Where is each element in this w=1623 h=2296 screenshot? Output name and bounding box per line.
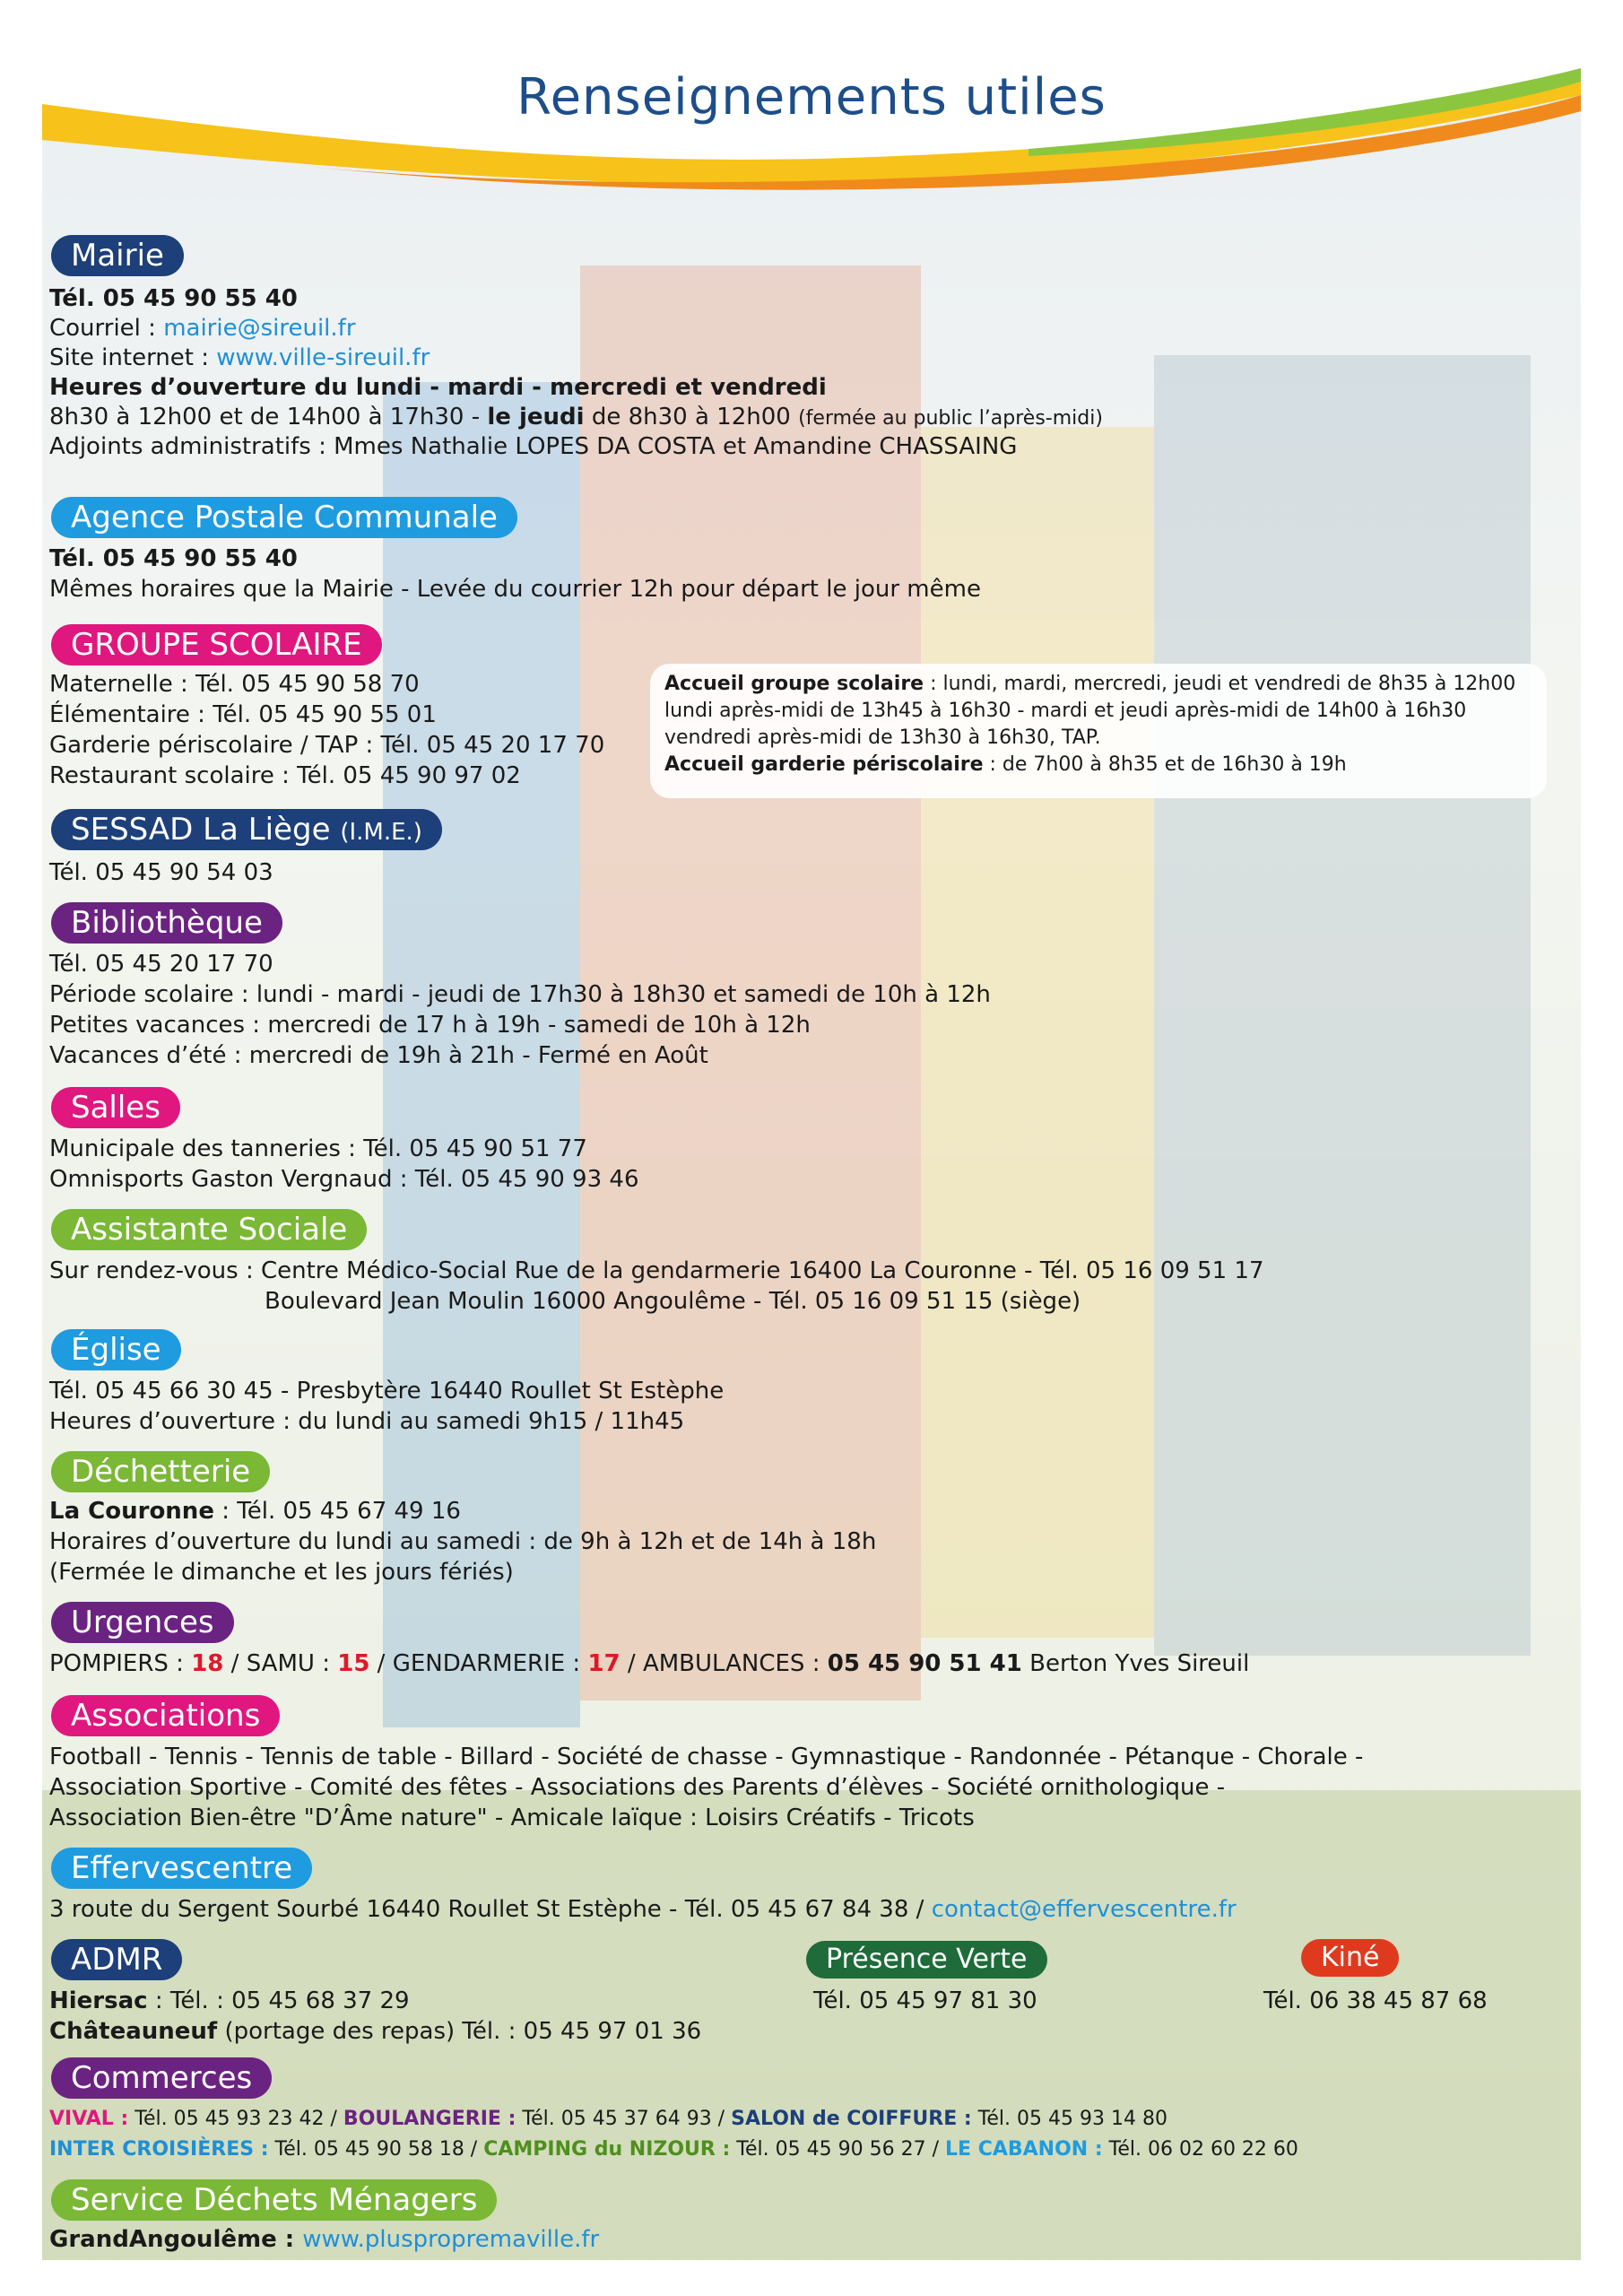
dechet-line: (Fermée le dimanche et les jours fériés) [49, 1559, 514, 1586]
biblio-line: Période scolaire : lundi - mardi - jeudi de 17h30 à 18h30 et samedi de 10h à 12h [49, 981, 991, 1008]
effer-email-link[interactable]: contact@effervescentre.fr [931, 1896, 1237, 1923]
mairie-email-link[interactable]: mairie@sireuil.fr [163, 315, 356, 342]
page [42, 41, 1581, 2260]
mairie-courriel [49, 315, 356, 342]
eglise-line: Heures d’ouverture : du lundi au samedi 9h15 / 11h45 [49, 1408, 685, 1435]
salles-line: Municipale des tanneries : Tél. 05 45 90 51 77 [49, 1135, 587, 1162]
scolaire-line: Garderie périscolaire / TAP : Tél. 05 45 20 17 70 [49, 732, 605, 759]
scolaire-line: Maternelle : Tél. 05 45 90 58 70 [49, 671, 420, 698]
admr-label: Hiersac [49, 1987, 148, 2014]
dechet-line: Horaires d’ouverture du lundi au samedi : de 9h à 12h et de 14h à 18h [49, 1528, 877, 1555]
hours-jeudi: le jeudi [487, 404, 585, 430]
urg-text: Berton Yves Sireuil [1021, 1650, 1250, 1677]
assoc-line: Association Bien-être "D’Âme nature" - Amicale laïque : Loisirs Créatifs - Tricots [49, 1805, 975, 1831]
mairie-hours-title: Heures d’ouverture du lundi - mardi - mercredi et vendredi [49, 374, 827, 401]
biblio-line: Petites vacances : mercredi de 17 h à 19h - samedi de 10h à 12h [49, 1012, 811, 1039]
dechet-tel [49, 1498, 461, 1525]
accueil-line: lundi après-midi de 13h45 à 16h30 - mardi et jeudi après-midi de 14h00 à 16h30 [664, 700, 1467, 722]
dechet-place: La Couronne [49, 1498, 214, 1525]
menagers-line [49, 2226, 599, 2253]
section-heading-associations: Associations [51, 1695, 280, 1736]
admr-hiersac [49, 1987, 410, 2014]
section-heading-urgences: Urgences [51, 1602, 234, 1643]
urg-number: 18 [191, 1650, 224, 1677]
urg-text: / AMBULANCES : [620, 1650, 828, 1677]
commerce-tel: Tél. 05 45 37 64 93 / [516, 2108, 732, 2130]
section-heading-mairie: Mairie [51, 235, 184, 276]
commerce-tel: Tél. 05 45 93 23 42 / [128, 2108, 343, 2130]
hours-part: de 8h30 à 12h00 [584, 404, 799, 430]
urg-text: / GENDARMERIE : [369, 1650, 588, 1677]
admr-text: (portage des repas) Tél. : 05 45 97 01 36 [217, 2018, 702, 2045]
effer-address: 3 route du Sergent Sourbé 16440 Roullet St Estèphe - Tél. 05 45 67 84 38 / [49, 1896, 932, 1923]
section-heading-kine: Kiné [1301, 1939, 1399, 1977]
accueil-text: : lundi, mardi, mercredi, jeudi et vendredi de 8h35 à 12h00 [924, 673, 1516, 695]
menagers-website-link[interactable]: www.pluspropremaville.fr [302, 2226, 600, 2253]
commerce-name: INTER CROISIÈRES : [49, 2138, 269, 2161]
site-label: Site internet : [49, 344, 217, 371]
urg-number: 15 [337, 1650, 370, 1677]
urgences-line [49, 1650, 1249, 1677]
menagers-label: GrandAngoulême : [49, 2226, 303, 2253]
sociale-line: Boulevard Jean Moulin 16000 Angoulême - Tél. 05 16 09 51 15 (siège) [265, 1288, 1081, 1315]
urg-text: / SAMU : [223, 1650, 338, 1677]
commerce-name: LE CABANON : [944, 2138, 1103, 2161]
accueil-line: vendredi après-midi de 13h30 à 16h30, TAP. [664, 726, 1101, 749]
page-title: Renseignements utiles [516, 68, 1107, 126]
salles-line: Omnisports Gaston Vergnaud : Tél. 05 45 90 93 46 [49, 1166, 639, 1193]
accueil-label: Accueil groupe scolaire [664, 673, 924, 695]
dechet-tel-text: : Tél. 05 45 67 49 16 [213, 1498, 461, 1525]
section-heading-sessad [51, 809, 442, 850]
section-heading-eglise: Église [51, 1329, 181, 1370]
background-block [1154, 355, 1531, 1656]
biblio-line: Vacances d’été : mercredi de 19h à 21h - Fermé en Août [49, 1042, 708, 1069]
kine-tel: Tél. 06 38 45 87 68 [1263, 1987, 1488, 2014]
mairie-adjoints: Adjoints administratifs : Mmes Nathalie LOPES DA COSTA et Amandine CHASSAING [49, 433, 1018, 460]
hours-note: (fermée au public l’après-midi) [798, 407, 1103, 430]
sessad-tel: Tél. 05 45 90 54 03 [49, 859, 273, 886]
section-heading-admr: ADMR [51, 1939, 182, 1980]
admr-text: : Tél. : 05 45 68 37 29 [147, 1987, 410, 2014]
garderie-text: : de 7h00 à 8h35 et de 16h30 à 19h [983, 753, 1347, 776]
mairie-tel: Tél. 05 45 90 55 40 [49, 285, 298, 312]
section-heading-dechetterie: Déchetterie [51, 1451, 270, 1492]
mairie-hours [49, 404, 1103, 430]
sessad-title: SESSAD La Liège [71, 812, 331, 848]
commerces-line [49, 2108, 1167, 2130]
section-heading-effervescentre: Effervescentre [51, 1848, 312, 1889]
commerce-name: BOULANGERIE : [343, 2108, 516, 2130]
section-heading-sociale: Assistante Sociale [51, 1209, 367, 1250]
commerce-tel: Tél. 06 02 60 22 60 [1102, 2138, 1298, 2161]
background-block [921, 427, 1154, 1638]
urg-number: 17 [587, 1650, 621, 1677]
admr-chateauneuf [49, 2018, 701, 2045]
hours-part: 8h30 à 12h00 et de 14h00 à 17h30 - [49, 404, 488, 430]
agence-tel: Tél. 05 45 90 55 40 [49, 545, 298, 572]
section-heading-dechets-menagers: Service Déchets Ménagers [51, 2179, 497, 2221]
agence-info: Mêmes horaires que la Mairie - Levée du courrier 12h pour départ le jour même [49, 576, 981, 603]
mairie-website-link[interactable]: www.ville-sireuil.fr [216, 344, 430, 371]
section-heading-presence-verte: Présence Verte [806, 1941, 1047, 1979]
commerce-tel: Tél. 05 45 90 58 18 / [268, 2138, 484, 2161]
admr-label: Châteauneuf [49, 2018, 218, 2045]
assoc-line: Football - Tennis - Tennis de table - Billard - Société de chasse - Gymnastique - Randonnée - Pétanque - Chorale - [49, 1744, 1364, 1770]
urg-text: POMPIERS : [49, 1650, 192, 1677]
section-heading-commerces: Commerces [51, 2057, 272, 2099]
commerce-name: SALON de COIFFURE : [731, 2108, 972, 2130]
garderie-label: Accueil garderie périscolaire [664, 753, 984, 776]
section-heading-salles: Salles [51, 1087, 180, 1128]
courriel-label: Courriel : [49, 315, 164, 342]
presence-verte-tel: Tél. 05 45 97 81 30 [813, 1987, 1037, 2014]
section-heading-bibliotheque: Bibliothèque [51, 902, 282, 944]
accueil-line [664, 673, 1515, 695]
scolaire-line: Restaurant scolaire : Tél. 05 45 90 97 02 [49, 762, 521, 789]
garderie-line [664, 753, 1347, 776]
commerces-line [49, 2138, 1298, 2161]
sociale-line: Sur rendez-vous : Centre Médico-Social Rue de la gendarmerie 16400 La Couronne - Tél. 05 16 09 51 17 [49, 1257, 1264, 1284]
urg-number: 05 45 90 51 41 [827, 1650, 1022, 1677]
sessad-subtitle: (I.M.E.) [340, 819, 422, 846]
commerce-tel: Tél. 05 45 90 56 27 / [730, 2138, 945, 2161]
scolaire-line: Élémentaire : Tél. 05 45 90 55 01 [49, 701, 437, 728]
commerce-tel: Tél. 05 45 93 14 80 [971, 2108, 1167, 2130]
eglise-line: Tél. 05 45 66 30 45 - Presbytère 16440 Roullet St Estèphe [49, 1378, 725, 1405]
commerce-name: CAMPING du NIZOUR : [483, 2138, 731, 2161]
section-heading-agence: Agence Postale Communale [51, 497, 517, 538]
effer-line [49, 1896, 1237, 1923]
commerce-name: VIVAL : [49, 2108, 129, 2130]
section-heading-scolaire: GROUPE SCOLAIRE [51, 624, 382, 665]
assoc-line: Association Sportive - Comité des fêtes - Associations des Parents d’élèves - Société ornithologique - [49, 1774, 1226, 1801]
biblio-line: Tél. 05 45 20 17 70 [49, 951, 273, 978]
mairie-site [49, 344, 430, 371]
